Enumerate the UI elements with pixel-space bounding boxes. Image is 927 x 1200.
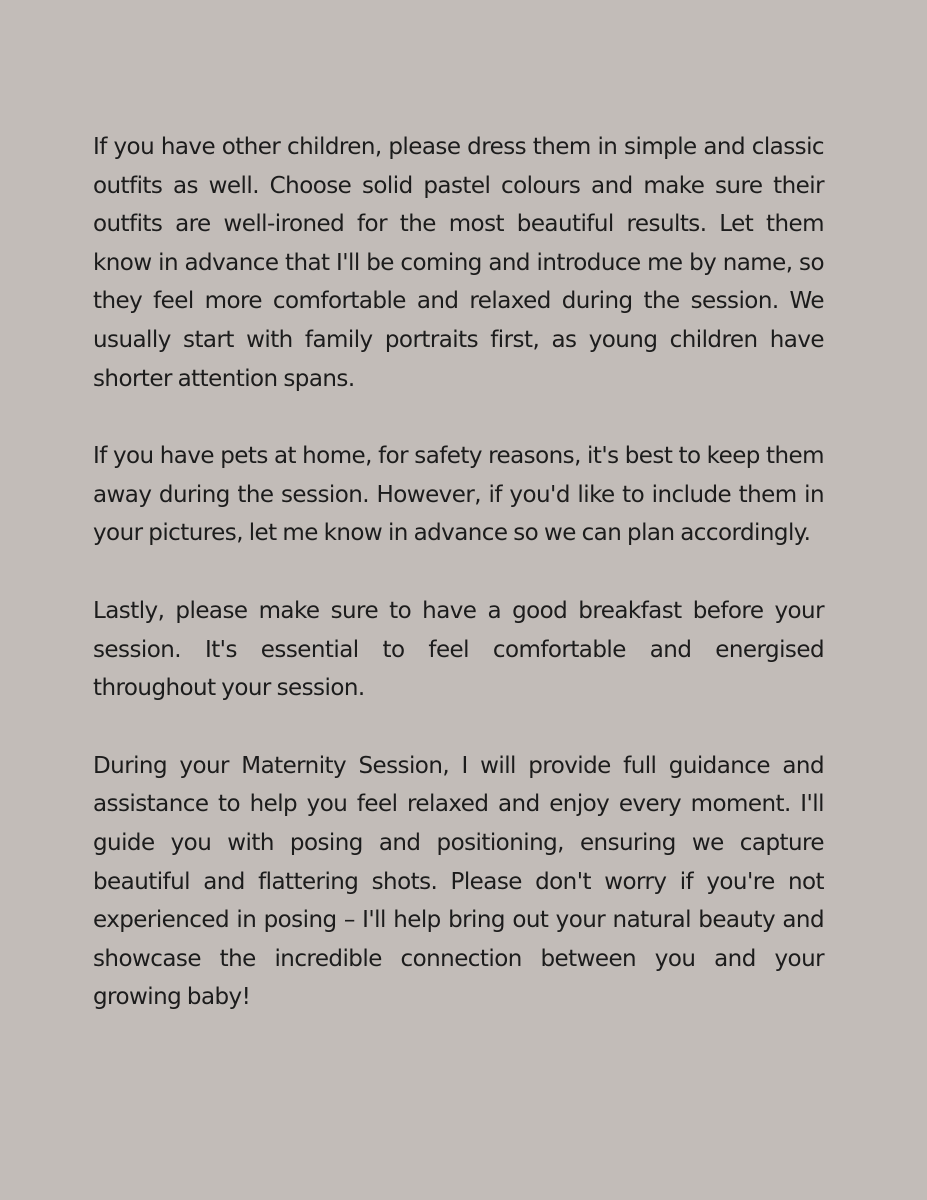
paragraph-other-children: If you have other children, please dress them in simple and classic outfits as well. Choose solid pastel colours and make sure their outfits are well-ironed for the most beautiful results. Let them know in advance that I'll be coming and introduce me by name, so they feel more comfortable and relaxed during the session. We usually start with family portraits first, as young children have shorter attention spans.	[93, 134, 824, 392]
paragraph-breakfast: Lastly, please make sure to have a good breakfast before your session. It's essential to feel comfortable and energised throughout your session.	[93, 597, 824, 702]
paragraph-pets: If you have pets at home, for safety reasons, it's best to keep them away during the session. However, if you'd like to include them in your pictures, let me know in advance so we can plan accordingly.	[93, 443, 824, 547]
paragraph-session-guidance: During your Maternity Session, I will provide full guidance and assistance to help you feel relaxed and enjoy every moment. I'll guide you with posing and positioning, ensuring we capture beautiful and flattering shots. Please don't worry if you're not experienced in posing – I'll help bring out your natural beauty and showcase the incredible connection between you and your growing baby!	[93, 752, 824, 1011]
